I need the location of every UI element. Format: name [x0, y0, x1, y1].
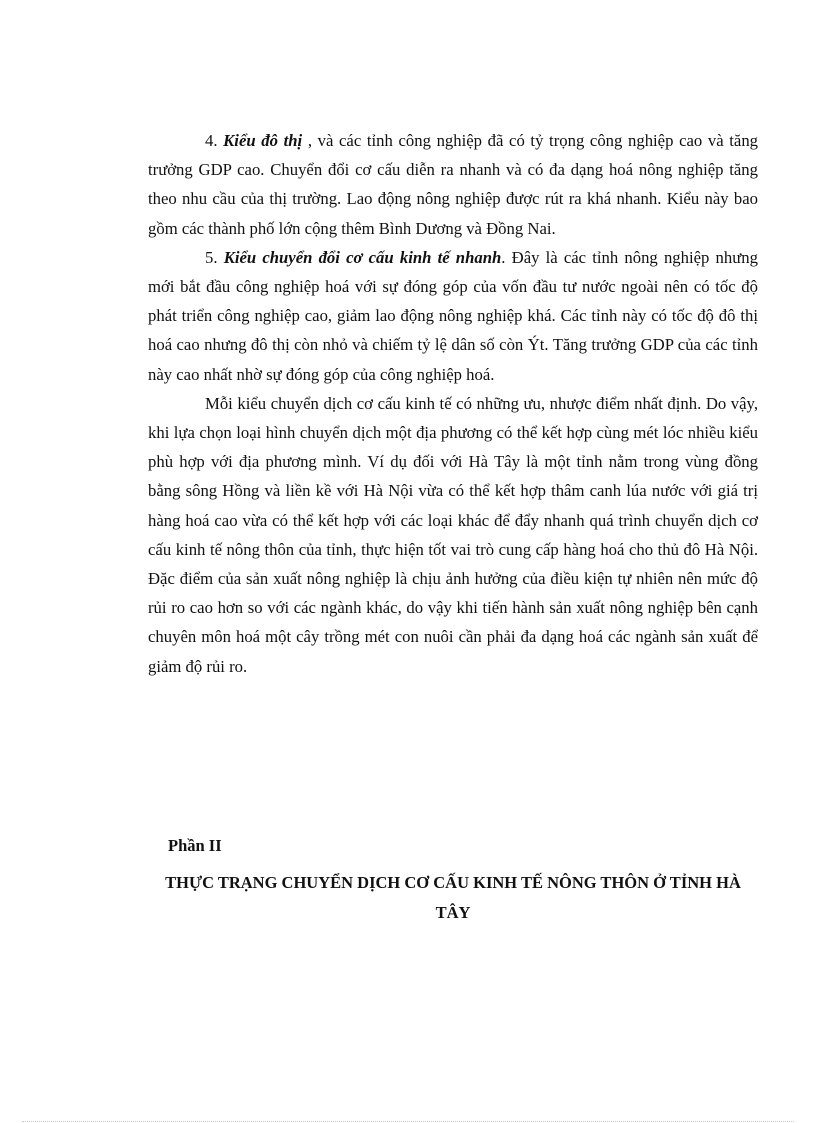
paragraph-text: Mỗi kiểu chuyển dịch cơ cấu kinh tế có những ưu, nhược điểm nhất định. Do vậy, khi lựa chọn loại hình chuyển dịch một địa phương có thể kết hợp cùng mét lóc nhiều kiểu phù hợp với địa phương mình. Ví dụ đối với Hà Tây là một tỉnh nằm trong vùng đồng bằng sông Hồng và liền kề với Hà Nội vừa có thể kết hợp thâm canh lúa nước với giá trị hàng hoá cao vừa có thể kết hợp với các loại khác để đẩy nhanh quá trình chuyển dịch cơ cấu kinh tế nông thôn của tỉnh, thực hiện tốt vai trò cung cấp hàng hoá cho thủ đô Hà Nội. Đặc điểm của sản xuất nông nghiệp là chịu ảnh hưởng của điều kiện tự nhiên nên mức độ rủi ro cao hơn so với các ngành khác, do vậy khi tiến hành sản xuất nông nghiệp bên cạnh chuyên môn hoá một cây trồng mét con nuôi cần phải đa dạng hoá các ngành sản xuất để giảm độ rủi ro.	[148, 393, 758, 676]
part-title: THỰC TRẠNG CHUYỂN DỊCH CƠ CẤU KINH TẾ NÔNG THÔN Ở TỈNH HÀ TÂY	[165, 873, 741, 922]
term-fast-transition-type: Kiểu chuyển đổi cơ cấu kinh tế nhanh	[223, 247, 502, 267]
paragraph-text: . Đây là các tỉnh nông nghiệp nhưng mới bắt đầu công nghiệp hoá với sự đóng góp của vốn đầu tư nước ngoài nên có tốc độ phát triển công nghiệp cao, giảm lao động nông nghiệp khá. Các tỉnh này có tốc độ đô thị hoá cao nhưng đô thị còn nhỏ và chiếm tỷ lệ dân số còn Ýt. Tăng trưởng GDP của các tỉnh này cao nhất nhờ sự đóng góp của công nghiệp hoá.	[148, 247, 758, 384]
paragraph-urban-type	[148, 126, 758, 243]
paragraph-fast-transition-type	[148, 243, 758, 389]
body-text	[148, 126, 758, 681]
paragraph-summary	[148, 389, 758, 681]
part-label: Phần II	[168, 836, 222, 855]
paragraph-text: , và các tỉnh công nghiệp đã có tỷ trọng công nghiệp cao và tăng trưởng GDP cao. Chuyển đổi cơ cấu diễn ra nhanh và có đa dạng hoá nông nghiệp tăng theo nhu cầu của thị trường. Lao động nông nghiệp được rút ra khá nhanh. Kiểu này bao gồm các thành phố lớn cộng thêm Bình Dương và Đồng Nai.	[148, 131, 759, 238]
item-number: 4.	[205, 131, 218, 150]
page-bottom-divider	[22, 1121, 794, 1122]
term-urban-type: Kiểu đô thị	[223, 131, 303, 150]
item-number: 5.	[205, 247, 218, 267]
